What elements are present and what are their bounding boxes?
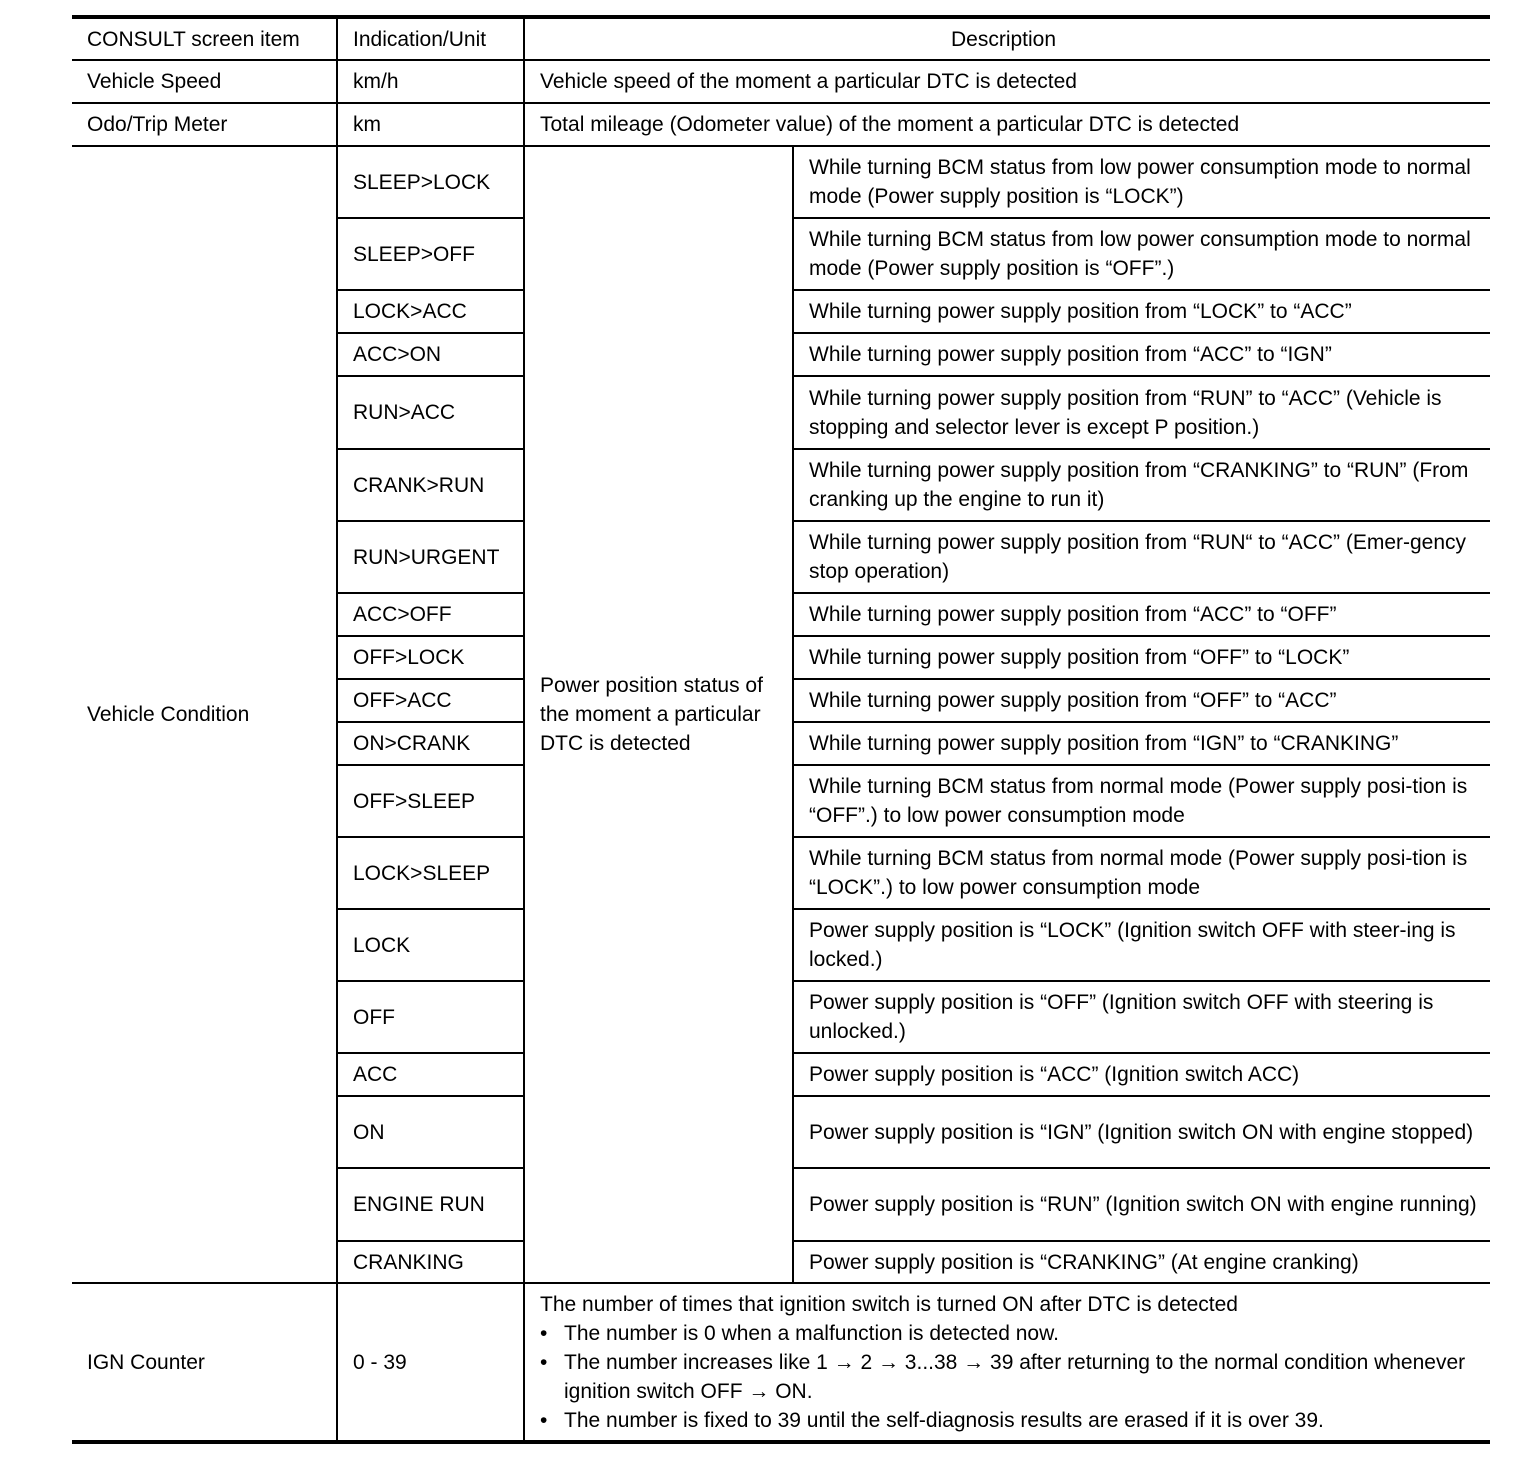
unit-cell: OFF>SLEEP bbox=[337, 765, 524, 837]
description-text: The number of times that ignition switch is turned ON after DTC is detected bbox=[540, 1292, 1238, 1316]
bullet-list bbox=[540, 1319, 1482, 1435]
unit-cell: CRANKING bbox=[337, 1241, 524, 1283]
unit-cell: ON>CRANK bbox=[337, 722, 524, 765]
description-cell: Power supply position is “RUN” (Ignition switch ON with engine running) bbox=[793, 1168, 1490, 1241]
unit-cell: SLEEP>OFF bbox=[337, 218, 524, 290]
unit-cell: OFF>ACC bbox=[337, 679, 524, 722]
description-cell: While turning power supply position from “CRANKING” to “RUN” (From cranking up the engine to run it) bbox=[793, 449, 1490, 521]
description-cell: While turning power supply position from “ACC” to “OFF” bbox=[793, 593, 1490, 636]
description-cell: While turning power supply position from “LOCK” to “ACC” bbox=[793, 290, 1490, 333]
table-row bbox=[72, 1283, 1490, 1442]
unit-cell: OFF>LOCK bbox=[337, 636, 524, 679]
table-row bbox=[72, 146, 1490, 218]
unit-cell: ON bbox=[337, 1096, 524, 1168]
unit-cell: OFF bbox=[337, 981, 524, 1053]
header-screen-item: CONSULT screen item bbox=[72, 17, 337, 60]
description-cell: While turning power supply position from “RUN” to “ACC” (Vehicle is stopping and selector lever is except P position.) bbox=[793, 376, 1490, 449]
common-description-cell: Power position status of the moment a particular DTC is detected bbox=[524, 146, 793, 1283]
consult-data-table bbox=[72, 15, 1490, 1444]
description-cell: While turning BCM status from low power consumption mode to normal mode (Power supply position is “LOCK”) bbox=[793, 146, 1490, 218]
unit-cell: ACC>ON bbox=[337, 333, 524, 376]
unit-cell: ACC bbox=[337, 1053, 524, 1096]
unit-cell: km/h bbox=[337, 60, 524, 103]
unit-cell: km bbox=[337, 103, 524, 146]
unit-cell: LOCK>ACC bbox=[337, 290, 524, 333]
unit-cell: LOCK>SLEEP bbox=[337, 837, 524, 909]
description-cell: While turning BCM status from normal mode (Power supply posi-tion is “LOCK”.) to low power consumption mode bbox=[793, 837, 1490, 909]
table-row bbox=[72, 60, 1490, 103]
unit-cell: SLEEP>LOCK bbox=[337, 146, 524, 218]
description-cell: Total mileage (Odometer value) of the moment a particular DTC is detected bbox=[524, 103, 1490, 146]
header-description: Description bbox=[524, 17, 1490, 60]
description-cell: Power supply position is “OFF” (Ignition switch OFF with steering is unlocked.) bbox=[793, 981, 1490, 1053]
description-cell: Power supply position is “LOCK” (Ignition switch OFF with steer-ing is locked.) bbox=[793, 909, 1490, 981]
unit-cell: RUN>ACC bbox=[337, 376, 524, 449]
unit-cell: 0 - 39 bbox=[337, 1283, 524, 1442]
header-indication-unit: Indication/Unit bbox=[337, 17, 524, 60]
description-cell: While turning BCM status from low power consumption mode to normal mode (Power supply position is “OFF”.) bbox=[793, 218, 1490, 290]
description-cell bbox=[524, 1283, 1490, 1442]
description-cell: While turning power supply position from “RUN“ to “ACC” (Emer-gency stop operation) bbox=[793, 521, 1490, 593]
description-cell: While turning power supply position from “ACC” to “IGN” bbox=[793, 333, 1490, 376]
unit-cell: ENGINE RUN bbox=[337, 1168, 524, 1241]
bullet-item: • The number is 0 when a malfunction is detected now. bbox=[540, 1319, 1482, 1348]
unit-cell: RUN>URGENT bbox=[337, 521, 524, 593]
unit-cell: ACC>OFF bbox=[337, 593, 524, 636]
description-cell: While turning BCM status from normal mode (Power supply posi-tion is “OFF”.) to low power consumption mode bbox=[793, 765, 1490, 837]
item-cell: Vehicle Condition bbox=[72, 146, 337, 1283]
bullet-item: • The number increases like 1 → 2 → 3...38 → 39 after returning to the normal condition whenever ignition switch OFF → ON. bbox=[540, 1348, 1482, 1406]
description-cell: Vehicle speed of the moment a particular DTC is detected bbox=[524, 60, 1490, 103]
description-cell: While turning power supply position from “IGN” to “CRANKING” bbox=[793, 722, 1490, 765]
unit-cell: CRANK>RUN bbox=[337, 449, 524, 521]
description-cell: Power supply position is “CRANKING” (At engine cranking) bbox=[793, 1241, 1490, 1283]
description-cell: Power supply position is “IGN” (Ignition switch ON with engine stopped) bbox=[793, 1096, 1490, 1168]
bullet-item: • The number is fixed to 39 until the self-diagnosis results are erased if it is over 39. bbox=[540, 1406, 1482, 1435]
table-row bbox=[72, 103, 1490, 146]
item-cell: Vehicle Speed bbox=[72, 60, 337, 103]
unit-cell: LOCK bbox=[337, 909, 524, 981]
item-cell: Odo/Trip Meter bbox=[72, 103, 337, 146]
description-cell: While turning power supply position from “OFF” to “LOCK” bbox=[793, 636, 1490, 679]
description-cell: While turning power supply position from “OFF” to “ACC” bbox=[793, 679, 1490, 722]
description-cell: Power supply position is “ACC” (Ignition switch ACC) bbox=[793, 1053, 1490, 1096]
header-row bbox=[72, 17, 1490, 60]
item-cell: IGN Counter bbox=[72, 1283, 337, 1442]
